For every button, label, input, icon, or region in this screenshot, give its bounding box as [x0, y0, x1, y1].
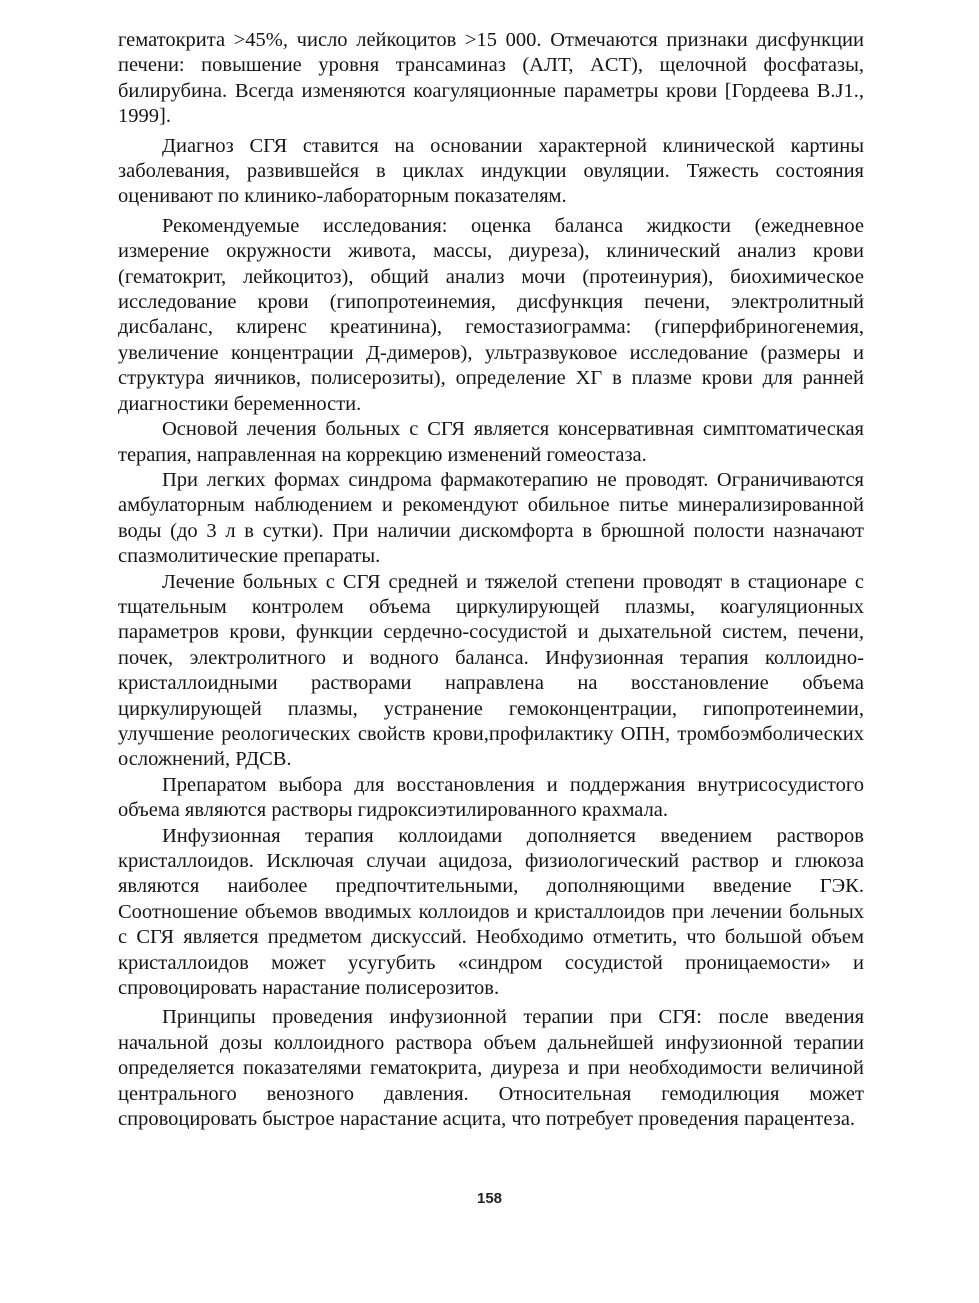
paragraph-infusion-principles: Принципы проведения инфузионной терапии при СГЯ: после введения начальной дозы коллоидного раствора объем дальнейшей инфузионной терапии определяется показателями гематокрита, диуреза и при необходимости величиной центрального венозного давления. Относительная гемодилюция может спровоцировать быстрое нарастание асцита, что потребует проведения парацентеза.	[118, 1006, 864, 1131]
paragraph-lab-findings: гематокрита >45%, число лейкоцитов >15 000. Отмечаются признаки дисфункции печени: повышение уровня трансаминаз (АЛТ, ACT), щелочной фосфатазы, билирубина. Всегда изменяются коагуляционные параметры крови [Гордеева B.J1., 1999].	[118, 29, 864, 128]
paragraph-recommended-tests: Рекомендуемые исследования: оценка баланса жидкости (ежедневное измерение окружности живота, массы, диуреза), клинический анализ крови (гематокрит, лейкоцитоз), общий анализ мочи (протеинурия), биохимическое исследование крови (гипопротеинемия, дисфункция печени, электролитный дисбаланс, клиренс креатинина), гемостазиограмма: (гиперфибриногенемия, увеличение концентрации Д-димеров), ультразвуковое исследование (размеры и структура яичников, полисерозиты), определение ХГ в плазме крови для ранней диагностики беременности.	[118, 214, 864, 415]
paragraph-severe-forms: Лечение больных с СГЯ средней и тяжелой степени проводят в стационаре с тщательным контролем объема циркулирующей плазмы, коагуляционных параметров крови, функции сердечно-сосудистой и дыхательной систем, печени, почек, электролитного и водного баланса. Инфузионная терапия коллоидно-кристаллоидными растворами направлена на восстановление объема циркулирующей плазмы, устранение гемоконцентрации, гипопротеинемии, улучшение реологических свойств крови,профилактику ОПН, тромбоэмболических осложнений, РДСВ.	[118, 570, 864, 771]
paragraph-mild-forms: При легких формах синдрома фармакотерапию не проводят. Ограничиваются амбулаторным наблюдением и рекомендуют обильное питье минерализированной воды (до 3 л в сутки). При наличии дискомфорта в брюшной полости назначают спазмолитические препараты.	[118, 468, 864, 568]
page-body	[118, 28, 864, 1132]
paragraph-treatment-basis: Основой лечения больных с СГЯ является консервативная симптоматическая терапия, направленная на коррекцию изменений гомеостаза.	[118, 418, 864, 466]
paragraph-diagnosis: Диагноз СГЯ ставится на основании характерной клинической картины заболевания, развившейся в циклах индукции овуляции. Тяжесть состояния оценивают по клинико-лабораторным показателям.	[118, 134, 864, 208]
paragraph-crystalloids: Инфузионная терапия коллоидами дополняется введением растворов кристаллоидов. Исключая случаи ацидоза, физиологический раствор и глюкоза являются наиболее предпочтительными, дополняющими введение ГЭК. Соотношение объемов вводимых коллоидов и кристаллоидов при лечении больных с СГЯ является предметом дискуссий. Необходимо отметить, что большой объем кристаллоидов может усугубить «синдром сосудистой проницаемости» и спровоцировать нарастание полисерозитов.	[118, 824, 864, 1000]
paragraph-drug-of-choice: Препаратом выбора для восстановления и поддержания внутрисосудистого объема являются растворы гидроксиэтилированного крахмала.	[118, 773, 864, 822]
page-number: 158	[476, 1190, 503, 1207]
